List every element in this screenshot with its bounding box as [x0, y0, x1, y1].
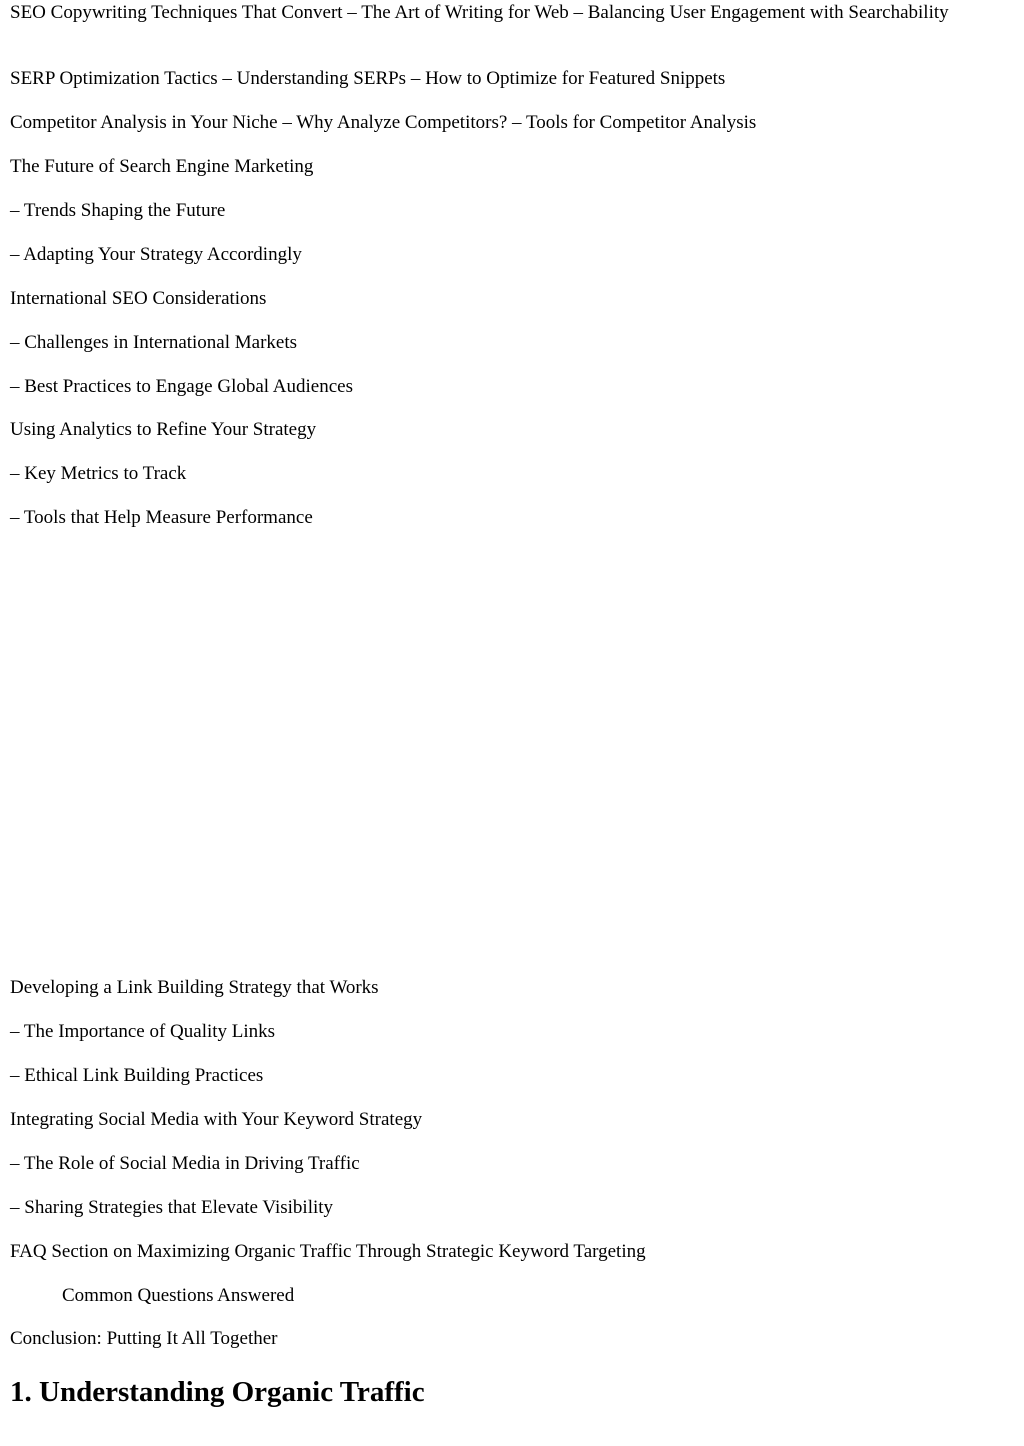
toc-subitem-social-traffic[interactable]: – The Role of Social Media in Driving Traffic [10, 1153, 360, 1174]
toc-subitem-measurement-tools[interactable]: – Tools that Help Measure Performance [10, 507, 313, 528]
toc-subitem-global-audiences[interactable]: – Best Practices to Engage Global Audiences [10, 376, 353, 397]
toc-subitem-sharing-strategies[interactable]: – Sharing Strategies that Elevate Visibility [10, 1197, 334, 1218]
toc-item-faq[interactable]: FAQ Section on Maximizing Organic Traffic Through Strategic Keyword Targeting [10, 1241, 646, 1262]
toc-subitem-international-challenges[interactable]: – Challenges in International Markets [10, 332, 298, 353]
toc-subitem-trends[interactable]: – Trends Shaping the Future [10, 200, 226, 221]
toc-item-serp-optimization[interactable]: SERP Optimization Tactics – Understanding SERPs – How to Optimize for Featured Snippets [10, 68, 726, 89]
toc-subitem-adapting-strategy[interactable]: – Adapting Your Strategy Accordingly [10, 244, 302, 265]
toc-subitem-ethical-link-building[interactable]: – Ethical Link Building Practices [10, 1065, 264, 1086]
toc-item-future-sem[interactable]: The Future of Search Engine Marketing [10, 156, 314, 177]
toc-item-seo-copywriting[interactable]: SEO Copywriting Techniques That Convert – The Art of Writing for Web – Balancing User Engagement with Searchability [10, 2, 949, 23]
toc-item-link-building[interactable]: Developing a Link Building Strategy that Works [10, 977, 379, 998]
toc-item-competitor-analysis[interactable]: Competitor Analysis in Your Niche – Why Analyze Competitors? – Tools for Competitor Analysis [10, 112, 757, 133]
toc-subitem-key-metrics[interactable]: – Key Metrics to Track [10, 463, 187, 484]
toc-item-analytics[interactable]: Using Analytics to Refine Your Strategy [10, 419, 317, 440]
toc-item-conclusion[interactable]: Conclusion: Putting It All Together [10, 1328, 278, 1349]
toc-item-social-media[interactable]: Integrating Social Media with Your Keyword Strategy [10, 1109, 423, 1130]
toc-item-international-seo[interactable]: International SEO Considerations [10, 288, 267, 309]
section-heading: 1. Understanding Organic Traffic [10, 1376, 425, 1408]
toc-subitem-quality-links[interactable]: – The Importance of Quality Links [10, 1021, 276, 1042]
toc-subitem-common-questions[interactable]: Common Questions Answered [62, 1285, 295, 1306]
